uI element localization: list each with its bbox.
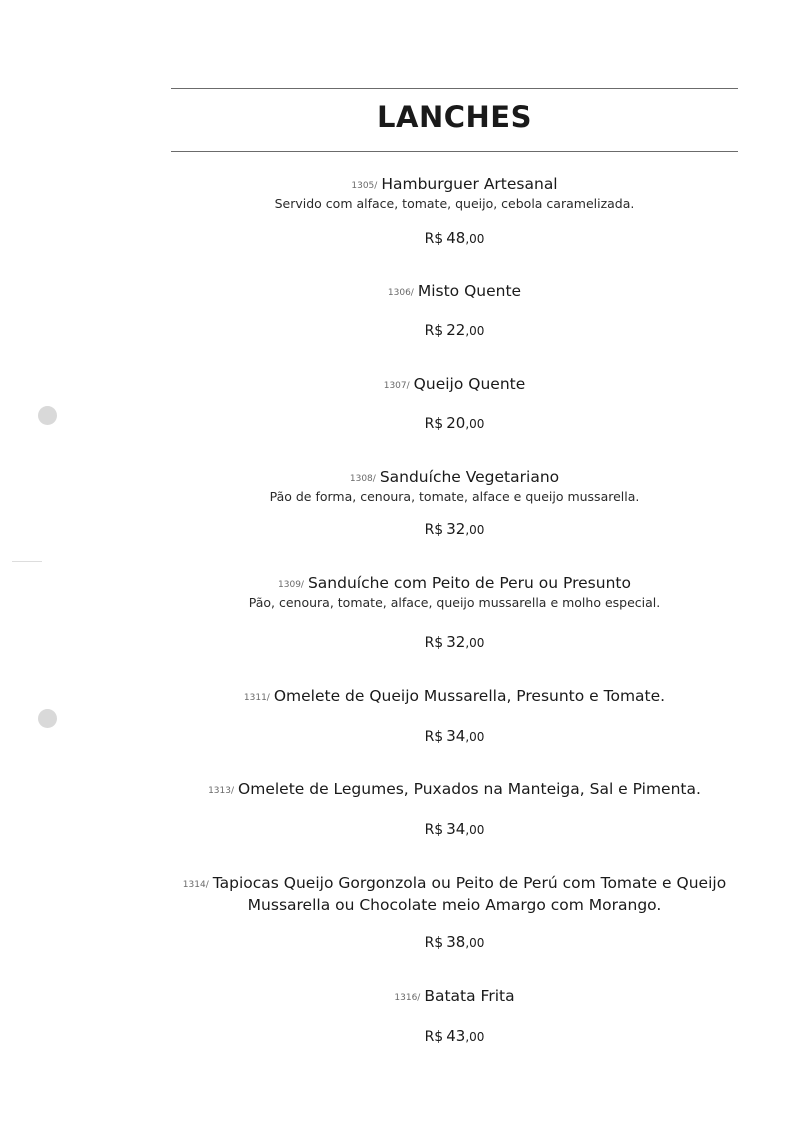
price-integer: 34	[446, 727, 466, 745]
punch-hole-top	[38, 406, 57, 425]
item-code: 1309/	[278, 580, 304, 590]
item-name-line	[171, 986, 738, 1008]
item-code: 1313/	[208, 786, 235, 796]
price-decimal: ,00	[465, 936, 485, 950]
item-name: Omelete de Queijo Mussarella, Presunto e Tomate.	[273, 687, 666, 705]
item-price	[171, 321, 738, 340]
item-name: Misto Quente	[417, 282, 522, 300]
item-code: 1307/	[383, 381, 410, 391]
item-price	[171, 520, 738, 539]
price-integer: 34	[446, 820, 466, 838]
item-code: 1314/	[182, 880, 209, 890]
item-price	[171, 633, 738, 652]
item-description: Pão de forma, cenoura, tomate, alface e queijo mussarella.	[269, 489, 640, 504]
price-currency: R$	[424, 231, 444, 247]
price-decimal: ,00	[465, 1030, 485, 1044]
price-integer: 20	[446, 414, 466, 432]
item-code: 1305/	[351, 181, 378, 191]
price-decimal: ,00	[465, 417, 485, 431]
item-name-line	[171, 873, 738, 895]
item-name: Sanduíche com Peito de Peru ou Presunto	[307, 574, 631, 592]
price-integer: 32	[446, 633, 466, 651]
price-decimal: ,00	[465, 636, 485, 650]
item-name-line	[171, 686, 738, 708]
title-top-rule	[171, 88, 738, 89]
price-currency: R$	[424, 822, 444, 838]
price-integer: 32	[446, 520, 466, 538]
price-currency: R$	[424, 729, 444, 745]
title-bottom-rule	[171, 151, 738, 152]
item-description: Pão, cenoura, tomate, alface, queijo mussarella e molho especial.	[248, 595, 661, 610]
menu-item	[171, 174, 738, 212]
price-currency: R$	[424, 323, 444, 339]
item-name-line	[171, 374, 738, 396]
price-decimal: ,00	[465, 823, 485, 837]
item-name: Batata Frita	[424, 987, 515, 1005]
item-price	[171, 727, 738, 746]
menu-item	[171, 573, 738, 611]
item-price	[171, 1027, 738, 1046]
menu-item	[171, 467, 738, 505]
price-integer: 38	[446, 933, 466, 951]
item-name: Omelete de Legumes, Puxados na Manteiga, Sal e Pimenta.	[238, 780, 701, 798]
price-currency: R$	[424, 1029, 444, 1045]
price-currency: R$	[424, 522, 444, 538]
item-description: Servido com alface, tomate, queijo, cebola caramelizada.	[274, 196, 635, 211]
fold-mark	[12, 561, 42, 562]
item-name-line	[171, 467, 738, 489]
item-price	[171, 229, 738, 248]
item-code: 1306/	[387, 288, 414, 298]
item-code: 1311/	[243, 693, 270, 703]
menu-item	[171, 986, 738, 1008]
item-price	[171, 820, 738, 839]
price-decimal: ,00	[465, 232, 485, 246]
page-title: LANCHES	[377, 100, 532, 134]
price-decimal: ,00	[465, 730, 485, 744]
price-currency: R$	[424, 635, 444, 651]
price-decimal: ,00	[465, 523, 485, 537]
item-name-line-2: Mussarella ou Chocolate meio Amargo com Morango.	[247, 896, 662, 914]
menu-item	[171, 281, 738, 303]
item-name: Hamburguer Artesanal	[381, 175, 558, 193]
item-code: 1316/	[394, 993, 421, 1003]
item-name-line	[171, 573, 738, 595]
item-name-line	[171, 281, 738, 303]
price-integer: 43	[446, 1027, 466, 1045]
item-name: Queijo Quente	[413, 375, 526, 393]
item-price	[171, 933, 738, 952]
punch-hole-bottom	[38, 709, 57, 728]
menu-item	[171, 374, 738, 396]
price-decimal: ,00	[465, 324, 485, 338]
item-price	[171, 414, 738, 433]
menu-item	[171, 779, 738, 801]
price-currency: R$	[424, 935, 444, 951]
item-name-line	[171, 779, 738, 801]
price-currency: R$	[424, 416, 444, 432]
item-name: Sanduíche Vegetariano	[379, 468, 560, 486]
item-name: Tapiocas Queijo Gorgonzola ou Peito de Perú com Tomate e Queijo	[212, 874, 727, 892]
item-code: 1308/	[349, 474, 376, 484]
price-integer: 48	[446, 229, 466, 247]
price-integer: 22	[446, 321, 466, 339]
item-name-line	[171, 174, 738, 196]
menu-item	[171, 686, 738, 708]
menu-item	[171, 873, 738, 915]
